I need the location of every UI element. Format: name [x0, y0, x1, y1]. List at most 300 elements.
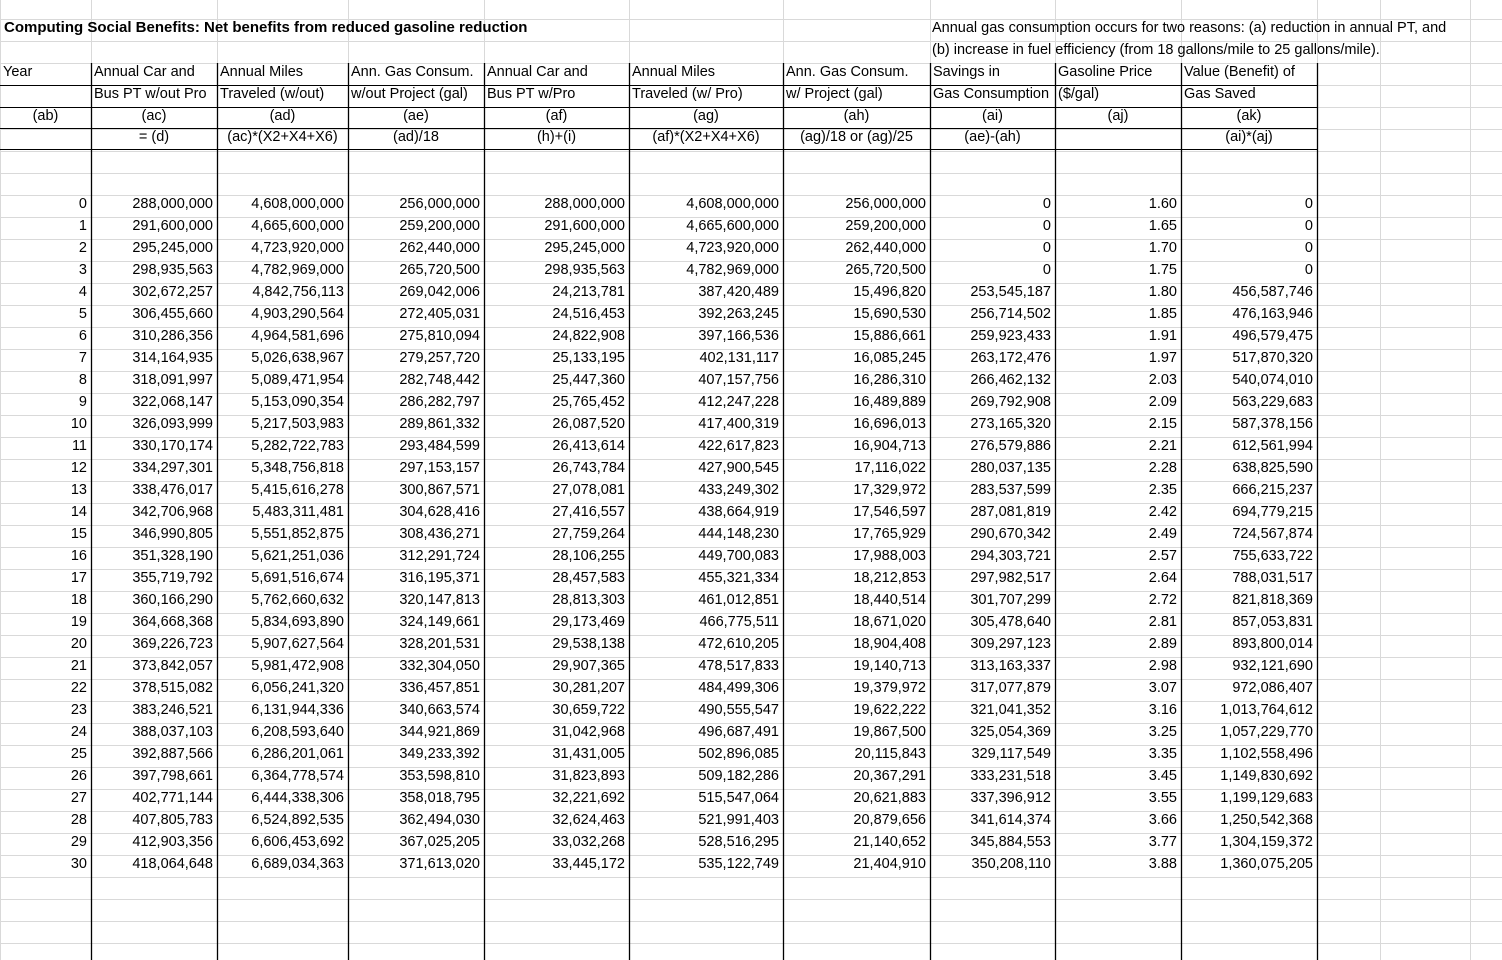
- cell-gas-without-project: 262,440,000: [399, 240, 480, 256]
- cell-gas-savings: 317,077,879: [970, 680, 1051, 696]
- cell-car-bus-pt-without-project: 334,297,301: [132, 460, 213, 476]
- header-gas-savings: Gas Consumption: [933, 86, 1050, 102]
- cell-gas-savings: 283,537,599: [970, 482, 1051, 498]
- cell-car-bus-pt-with-project: 27,759,264: [552, 526, 625, 542]
- header-gas-with-project: (ag)/18 or (ag)/25: [800, 129, 913, 145]
- cell-gas-with-project: 17,329,972: [853, 482, 926, 498]
- cell-miles-with-project: 484,499,306: [698, 680, 779, 696]
- cell-gasoline-price: 1.65: [1148, 218, 1177, 234]
- cell-gas-with-project: 18,440,514: [853, 592, 926, 608]
- cell-miles-without-project: 6,364,778,574: [251, 768, 344, 784]
- cell-car-bus-pt-with-project: 29,538,138: [552, 636, 625, 652]
- header-gas-savings: (ai): [982, 108, 1003, 124]
- cell-value-of-gas-saved: 0: [1304, 218, 1313, 234]
- cell-value-of-gas-saved: 0: [1304, 262, 1313, 278]
- header-miles-without-project: Annual Miles: [220, 64, 304, 80]
- cell-car-bus-pt-without-project: 402,771,144: [132, 790, 213, 806]
- cell-car-bus-pt-with-project: 24,213,781: [552, 284, 625, 300]
- cell-miles-with-project: 422,617,823: [698, 438, 779, 454]
- cell-gas-savings: 313,163,337: [970, 658, 1051, 674]
- cell-gasoline-price: 3.77: [1148, 834, 1177, 850]
- header-gas-with-project: w/ Project (gal): [786, 86, 883, 102]
- cell-gasoline-price: 2.89: [1148, 636, 1177, 652]
- cell-gasoline-price: 3.45: [1148, 768, 1177, 784]
- cell-car-bus-pt-without-project: 369,226,723: [132, 636, 213, 652]
- cell-value-of-gas-saved: 972,086,407: [1232, 680, 1313, 696]
- cell-gas-savings: 294,303,721: [970, 548, 1051, 564]
- cell-gas-without-project: 358,018,795: [399, 790, 480, 806]
- cell-gas-with-project: 19,622,222: [853, 702, 926, 718]
- cell-gasoline-price: 3.16: [1148, 702, 1177, 718]
- cell-miles-with-project: 449,700,083: [698, 548, 779, 564]
- cell-gas-savings: 259,923,433: [970, 328, 1051, 344]
- cell-gas-with-project: 259,200,000: [845, 218, 926, 234]
- cell-car-bus-pt-with-project: 28,457,583: [552, 570, 625, 586]
- header-miles-with-project: Annual Miles: [632, 64, 716, 80]
- cell-miles-without-project: 5,483,311,481: [252, 504, 344, 520]
- cell-car-bus-pt-with-project: 33,445,172: [552, 856, 625, 872]
- cell-value-of-gas-saved: 932,121,690: [1232, 658, 1313, 674]
- cell-miles-without-project: 5,348,756,818: [251, 460, 344, 476]
- cell-car-bus-pt-without-project: 295,245,000: [132, 240, 213, 256]
- cell-miles-without-project: 6,286,201,061: [251, 746, 344, 762]
- cell-gas-without-project: 265,720,500: [399, 262, 480, 278]
- cell-year: 28: [70, 812, 87, 828]
- cell-year: 10: [70, 416, 87, 432]
- cell-car-bus-pt-with-project: 26,413,614: [552, 438, 625, 454]
- cell-miles-without-project: 5,762,660,632: [251, 592, 344, 608]
- cell-year: 3: [78, 262, 87, 278]
- cell-car-bus-pt-without-project: 302,672,257: [132, 284, 213, 300]
- cell-gas-with-project: 262,440,000: [845, 240, 926, 256]
- header-year: [0, 83, 91, 105]
- cell-miles-with-project: 392,263,245: [698, 306, 779, 322]
- cell-car-bus-pt-with-project: 298,935,563: [544, 262, 625, 278]
- header-miles-without-project: (ad): [269, 108, 296, 124]
- cell-gasoline-price: 1.75: [1148, 262, 1177, 278]
- cell-gas-without-project: 344,921,869: [399, 724, 480, 740]
- header-gasoline-price: [1055, 126, 1181, 148]
- cell-miles-without-project: 5,834,693,890: [251, 614, 344, 630]
- cell-gas-without-project: 297,153,157: [399, 460, 480, 476]
- cell-miles-with-project: 444,148,230: [698, 526, 779, 542]
- cell-gas-with-project: 20,367,291: [853, 768, 926, 784]
- header-car-bus-pt-with-project: Annual Car and: [487, 64, 588, 80]
- cell-car-bus-pt-with-project: 28,106,255: [552, 548, 625, 564]
- cell-car-bus-pt-with-project: 27,078,081: [552, 482, 625, 498]
- cell-gas-savings: 0: [1042, 218, 1051, 234]
- cell-miles-without-project: 6,444,338,306: [251, 790, 344, 806]
- cell-miles-without-project: 5,153,090,354: [251, 394, 344, 410]
- cell-year: 16: [70, 548, 87, 564]
- cell-gas-savings: 273,165,320: [970, 416, 1051, 432]
- cell-year: 0: [78, 196, 87, 212]
- cell-gas-without-project: 312,291,724: [399, 548, 480, 564]
- cell-gas-with-project: 19,867,500: [853, 724, 926, 740]
- cell-year: 23: [70, 702, 87, 718]
- cell-car-bus-pt-with-project: 27,416,557: [552, 504, 625, 520]
- note-line-1: Annual gas consumption occurs for two reasons: (a) reduction in annual PT, and: [932, 20, 1447, 36]
- cell-value-of-gas-saved: 612,561,994: [1232, 438, 1313, 454]
- cell-miles-with-project: 412,247,228: [698, 394, 779, 410]
- cell-miles-without-project: 4,782,969,000: [251, 262, 344, 278]
- cell-year: 6: [78, 328, 87, 344]
- cell-miles-without-project: 5,551,852,875: [251, 526, 344, 542]
- header-year: (ab): [32, 108, 59, 124]
- cell-miles-with-project: 4,723,920,000: [686, 240, 779, 256]
- cell-gas-savings: 0: [1042, 240, 1051, 256]
- cell-gas-without-project: 316,195,371: [399, 570, 480, 586]
- cell-value-of-gas-saved: 694,779,215: [1232, 504, 1313, 520]
- note-line-2: (b) increase in fuel efficiency (from 18 gallons/mile to 25 gallons/mile).: [932, 42, 1380, 58]
- cell-gas-savings: 0: [1042, 262, 1051, 278]
- cell-car-bus-pt-with-project: 295,245,000: [544, 240, 625, 256]
- cell-value-of-gas-saved: 1,149,830,692: [1220, 768, 1313, 784]
- cell-gas-without-project: 349,233,392: [399, 746, 480, 762]
- cell-miles-with-project: 466,775,511: [699, 614, 779, 630]
- cell-car-bus-pt-without-project: 418,064,648: [132, 856, 213, 872]
- cell-gas-savings: 280,037,135: [970, 460, 1051, 476]
- cell-car-bus-pt-without-project: 407,805,783: [132, 812, 213, 828]
- cell-car-bus-pt-without-project: 288,000,000: [132, 196, 213, 212]
- cell-car-bus-pt-without-project: 378,515,082: [132, 680, 213, 696]
- cell-gasoline-price: 3.07: [1148, 680, 1177, 696]
- cell-value-of-gas-saved: 666,215,237: [1232, 482, 1313, 498]
- cell-miles-without-project: 6,131,944,336: [251, 702, 344, 718]
- header-value-of-gas-saved: (ai)*(aj): [1225, 129, 1273, 145]
- cell-gas-without-project: 256,000,000: [399, 196, 480, 212]
- cell-gas-without-project: 269,042,006: [399, 284, 480, 300]
- cell-year: 24: [70, 724, 87, 740]
- cell-gas-with-project: 16,085,245: [853, 350, 926, 366]
- cell-value-of-gas-saved: 821,818,369: [1232, 592, 1313, 608]
- cell-gas-with-project: 15,886,661: [853, 328, 926, 344]
- header-car-bus-pt-without-project: = (d): [138, 129, 170, 145]
- cell-year: 5: [78, 306, 87, 322]
- cell-miles-without-project: 4,842,756,113: [252, 284, 344, 300]
- cell-car-bus-pt-with-project: 29,907,365: [552, 658, 625, 674]
- cell-value-of-gas-saved: 1,250,542,368: [1220, 812, 1313, 828]
- cell-gas-without-project: 332,304,050: [399, 658, 480, 674]
- cell-value-of-gas-saved: 1,057,229,770: [1220, 724, 1313, 740]
- cell-car-bus-pt-without-project: 318,091,997: [132, 372, 213, 388]
- header-gas-with-project: (ah): [843, 108, 870, 124]
- cell-miles-without-project: 4,964,581,696: [251, 328, 344, 344]
- cell-car-bus-pt-with-project: 28,813,303: [552, 592, 625, 608]
- cell-car-bus-pt-without-project: 383,246,521: [132, 702, 213, 718]
- cell-gasoline-price: 2.49: [1148, 526, 1177, 542]
- cell-gas-with-project: 18,671,020: [853, 614, 926, 630]
- cell-car-bus-pt-without-project: 360,166,290: [132, 592, 213, 608]
- cell-gasoline-price: 2.42: [1148, 504, 1177, 520]
- cell-gas-with-project: 18,904,408: [853, 636, 926, 652]
- cell-gas-with-project: 16,904,713: [853, 438, 926, 454]
- header-miles-without-project: (ac)*(X2+X4+X6): [227, 129, 338, 145]
- header-gas-savings: Savings in: [933, 64, 1000, 80]
- cell-car-bus-pt-without-project: 330,170,174: [132, 438, 213, 454]
- cell-gasoline-price: 1.85: [1148, 306, 1177, 322]
- header-gas-without-project: w/out Project (gal): [351, 86, 468, 102]
- cell-year: 25: [70, 746, 87, 762]
- cell-year: 18: [70, 592, 87, 608]
- cell-miles-without-project: 5,907,627,564: [251, 636, 344, 652]
- cell-gas-savings: 263,172,476: [970, 350, 1051, 366]
- cell-miles-without-project: 5,026,638,967: [251, 350, 344, 366]
- cell-gas-savings: 301,707,299: [970, 592, 1051, 608]
- cell-gas-without-project: 259,200,000: [399, 218, 480, 234]
- header-value-of-gas-saved: Value (Benefit) of: [1184, 64, 1295, 80]
- cell-car-bus-pt-without-project: 314,164,935: [132, 350, 213, 366]
- cell-gas-with-project: 17,988,003: [853, 548, 926, 564]
- cell-value-of-gas-saved: 724,567,874: [1232, 526, 1313, 542]
- cell-gas-with-project: 19,140,713: [853, 658, 926, 674]
- header-miles-with-project: (af)*(X2+X4+X6): [652, 129, 760, 145]
- cell-gas-with-project: 20,115,843: [854, 746, 926, 762]
- cell-gasoline-price: 1.80: [1148, 284, 1177, 300]
- cell-gas-with-project: 21,140,652: [853, 834, 926, 850]
- cell-value-of-gas-saved: 0: [1304, 196, 1313, 212]
- cell-gas-without-project: 304,628,416: [399, 504, 480, 520]
- cell-year: 21: [70, 658, 87, 674]
- cell-year: 9: [78, 394, 87, 410]
- cell-year: 27: [70, 790, 87, 806]
- cell-car-bus-pt-with-project: 24,516,453: [552, 306, 625, 322]
- cell-miles-with-project: 407,157,756: [698, 372, 779, 388]
- cell-value-of-gas-saved: 1,102,558,496: [1220, 746, 1313, 762]
- cell-car-bus-pt-without-project: 322,068,147: [132, 394, 213, 410]
- cell-car-bus-pt-with-project: 26,087,520: [552, 416, 625, 432]
- header-gasoline-price: ($/gal): [1058, 86, 1100, 102]
- cell-miles-with-project: 433,249,302: [698, 482, 779, 498]
- cell-year: 19: [70, 614, 87, 630]
- cell-car-bus-pt-with-project: 31,042,968: [552, 724, 625, 740]
- header-gas-with-project: Ann. Gas Consum.: [786, 64, 909, 80]
- cell-car-bus-pt-without-project: 355,719,792: [132, 570, 213, 586]
- cell-miles-without-project: 5,089,471,954: [251, 372, 344, 388]
- cell-year: 11: [71, 438, 87, 454]
- cell-gas-savings: 337,396,912: [970, 790, 1051, 806]
- cell-car-bus-pt-with-project: 25,765,452: [552, 394, 625, 410]
- cell-gas-savings: 321,041,352: [970, 702, 1051, 718]
- cell-miles-without-project: 4,608,000,000: [251, 196, 344, 212]
- cell-gas-with-project: 17,765,929: [853, 526, 926, 542]
- cell-value-of-gas-saved: 456,587,746: [1232, 284, 1313, 300]
- cell-gas-savings: 253,545,187: [970, 284, 1051, 300]
- cell-miles-with-project: 438,664,919: [698, 504, 779, 520]
- cell-car-bus-pt-with-project: 24,822,908: [552, 328, 625, 344]
- cell-miles-with-project: 521,991,403: [698, 812, 779, 828]
- cell-miles-with-project: 461,012,851: [698, 592, 779, 608]
- cell-year: 15: [70, 526, 87, 542]
- cell-car-bus-pt-without-project: 397,798,661: [132, 768, 213, 784]
- cell-gas-without-project: 340,663,574: [399, 702, 480, 718]
- cell-gas-savings: 325,054,369: [970, 724, 1051, 740]
- cell-car-bus-pt-without-project: 342,706,968: [132, 504, 213, 520]
- cell-car-bus-pt-without-project: 373,842,057: [132, 658, 213, 674]
- cell-gasoline-price: 2.09: [1148, 394, 1177, 410]
- header-miles-with-project: (ag): [693, 108, 719, 124]
- cell-car-bus-pt-without-project: 388,037,103: [132, 724, 213, 740]
- cell-miles-with-project: 509,182,286: [698, 768, 779, 784]
- cell-car-bus-pt-with-project: 30,281,207: [552, 680, 625, 696]
- cell-car-bus-pt-without-project: 412,903,356: [132, 834, 213, 850]
- cell-gas-with-project: 20,621,883: [853, 790, 926, 806]
- cell-car-bus-pt-with-project: 33,032,268: [552, 834, 625, 850]
- cell-gas-with-project: 19,379,972: [853, 680, 926, 696]
- cell-gas-without-project: 328,201,531: [399, 636, 480, 652]
- cell-year: 4: [78, 284, 87, 300]
- cell-car-bus-pt-without-project: 338,476,017: [132, 482, 213, 498]
- cell-gasoline-price: 3.35: [1148, 746, 1177, 762]
- cell-gasoline-price: 2.03: [1148, 372, 1177, 388]
- cell-gas-savings: 0: [1042, 196, 1051, 212]
- cell-gas-savings: 350,208,110: [971, 856, 1051, 872]
- cell-gas-without-project: 286,282,797: [399, 394, 480, 410]
- cell-car-bus-pt-with-project: 31,823,893: [552, 768, 625, 784]
- cell-gas-without-project: 362,494,030: [399, 812, 480, 828]
- cell-car-bus-pt-without-project: 392,887,566: [132, 746, 213, 762]
- cell-value-of-gas-saved: 587,378,156: [1232, 416, 1313, 432]
- cell-car-bus-pt-with-project: 25,447,360: [552, 372, 625, 388]
- cell-miles-with-project: 478,517,833: [698, 658, 779, 674]
- header-car-bus-pt-with-project: (af): [545, 108, 568, 124]
- cell-gas-savings: 305,478,640: [970, 614, 1051, 630]
- cell-miles-without-project: 5,981,472,908: [251, 658, 344, 674]
- cell-gasoline-price: 1.97: [1148, 350, 1177, 366]
- cell-miles-with-project: 535,122,749: [698, 856, 779, 872]
- cell-gasoline-price: 1.91: [1148, 328, 1177, 344]
- cell-value-of-gas-saved: 893,800,014: [1232, 636, 1313, 652]
- header-gasoline-price: (aj): [1107, 108, 1129, 124]
- cell-gasoline-price: 2.28: [1148, 460, 1177, 476]
- cell-gasoline-price: 2.72: [1148, 592, 1177, 608]
- cell-value-of-gas-saved: 857,053,831: [1232, 614, 1313, 630]
- cell-gas-savings: 266,462,132: [970, 372, 1051, 388]
- cell-gas-with-project: 15,496,820: [853, 284, 926, 300]
- cell-gas-savings: 297,982,517: [970, 570, 1051, 586]
- cell-miles-without-project: 5,217,503,983: [251, 416, 344, 432]
- cell-gasoline-price: 3.66: [1148, 812, 1177, 828]
- cell-value-of-gas-saved: 1,013,764,612: [1220, 702, 1313, 718]
- cell-miles-with-project: 397,166,536: [698, 328, 779, 344]
- header-gas-without-project: (ad)/18: [393, 129, 439, 145]
- cell-gas-without-project: 275,810,094: [399, 328, 480, 344]
- cell-year: 7: [78, 350, 87, 366]
- cell-year: 8: [78, 372, 87, 388]
- cell-gasoline-price: 2.81: [1148, 614, 1177, 630]
- header-car-bus-pt-without-project: Bus PT w/out Pro: [94, 86, 207, 102]
- cell-miles-with-project: 4,665,600,000: [686, 218, 779, 234]
- cell-gas-with-project: 21,404,910: [853, 856, 926, 872]
- cell-year: 12: [70, 460, 87, 476]
- cell-miles-without-project: 5,415,616,278: [251, 482, 344, 498]
- header-miles-without-project: Traveled (w/out): [220, 86, 325, 102]
- header-gas-without-project: (ae): [403, 108, 429, 124]
- header-car-bus-pt-with-project: Bus PT w/Pro: [487, 86, 576, 102]
- cell-gas-savings: 276,579,886: [970, 438, 1051, 454]
- cell-gasoline-price: 3.25: [1148, 724, 1177, 740]
- cell-gas-with-project: 18,212,853: [853, 570, 926, 586]
- cell-gasoline-price: 2.64: [1148, 570, 1177, 586]
- header-gas-savings: (ae)-(ah): [964, 129, 1021, 145]
- cell-car-bus-pt-with-project: 26,743,784: [552, 460, 625, 476]
- cell-miles-without-project: 5,691,516,674: [251, 570, 344, 586]
- cell-miles-with-project: 515,547,064: [698, 790, 779, 806]
- cell-gas-savings: 256,714,502: [970, 306, 1051, 322]
- cell-gas-with-project: 15,690,530: [853, 306, 926, 322]
- cell-year: 14: [70, 504, 87, 520]
- cell-miles-without-project: 5,282,722,783: [251, 438, 344, 454]
- cell-value-of-gas-saved: 496,579,475: [1232, 328, 1313, 344]
- cell-gas-without-project: 282,748,442: [399, 372, 480, 388]
- cell-miles-with-project: 455,321,334: [698, 570, 779, 586]
- cell-gasoline-price: 2.35: [1148, 482, 1177, 498]
- cell-car-bus-pt-with-project: 30,659,722: [552, 702, 625, 718]
- header-car-bus-pt-without-project: (ac): [141, 108, 167, 124]
- cell-year: 17: [70, 570, 87, 586]
- cell-car-bus-pt-with-project: 291,600,000: [544, 218, 625, 234]
- cell-car-bus-pt-with-project: 29,173,469: [552, 614, 625, 630]
- header-gas-without-project: Ann. Gas Consum.: [351, 64, 474, 80]
- cell-gas-with-project: 20,879,656: [853, 812, 926, 828]
- cell-value-of-gas-saved: 755,633,722: [1232, 548, 1313, 564]
- cell-year: 13: [70, 482, 87, 498]
- cell-car-bus-pt-with-project: 32,221,692: [552, 790, 625, 806]
- cell-miles-with-project: 4,782,969,000: [686, 262, 779, 278]
- cell-car-bus-pt-with-project: 31,431,005: [552, 746, 625, 762]
- cell-car-bus-pt-without-project: 298,935,563: [132, 262, 213, 278]
- cell-value-of-gas-saved: 788,031,517: [1232, 570, 1313, 586]
- cell-gas-without-project: 293,484,599: [399, 438, 480, 454]
- cell-gas-savings: 345,884,553: [970, 834, 1051, 850]
- cell-gasoline-price: 1.70: [1148, 240, 1177, 256]
- cell-value-of-gas-saved: 1,304,159,372: [1220, 834, 1313, 850]
- cell-car-bus-pt-without-project: 351,328,190: [132, 548, 213, 564]
- cell-miles-with-project: 417,400,319: [698, 416, 779, 432]
- cell-gasoline-price: 3.55: [1148, 790, 1177, 806]
- cell-gas-savings: 309,297,123: [970, 636, 1051, 652]
- header-car-bus-pt-with-project: (h)+(i): [536, 129, 577, 145]
- cell-miles-without-project: 6,689,034,363: [251, 856, 344, 872]
- cell-car-bus-pt-without-project: 364,668,368: [132, 614, 213, 630]
- header-value-of-gas-saved: Gas Saved: [1184, 86, 1256, 102]
- cell-value-of-gas-saved: 638,825,590: [1232, 460, 1313, 476]
- cell-miles-without-project: 6,208,593,640: [251, 724, 344, 740]
- cell-gas-with-project: 16,286,310: [853, 372, 926, 388]
- cell-miles-with-project: 472,610,205: [698, 636, 779, 652]
- cell-value-of-gas-saved: 1,360,075,205: [1220, 856, 1313, 872]
- cell-gas-savings: 287,081,819: [970, 504, 1051, 520]
- cell-miles-with-project: 502,896,085: [698, 746, 779, 762]
- cell-gas-savings: 329,117,549: [971, 746, 1051, 762]
- cell-gas-without-project: 272,405,031: [399, 306, 480, 322]
- header-year: Year: [3, 64, 33, 80]
- cell-gas-with-project: 17,116,022: [854, 460, 926, 476]
- cell-gasoline-price: 2.15: [1148, 416, 1177, 432]
- cell-year: 20: [70, 636, 87, 652]
- cell-miles-without-project: 4,903,290,564: [251, 306, 344, 322]
- header-value-of-gas-saved: (ak): [1236, 108, 1262, 124]
- cell-year: 1: [78, 218, 87, 234]
- header-car-bus-pt-without-project: Annual Car and: [94, 64, 195, 80]
- header-year: [0, 126, 91, 148]
- cell-value-of-gas-saved: 563,229,683: [1232, 394, 1313, 410]
- cell-miles-with-project: 387,420,489: [698, 284, 779, 300]
- cell-value-of-gas-saved: 476,163,946: [1232, 306, 1313, 322]
- cell-gas-without-project: 279,257,720: [399, 350, 480, 366]
- cell-car-bus-pt-with-project: 288,000,000: [544, 196, 625, 212]
- cell-gas-savings: 290,670,342: [970, 526, 1051, 542]
